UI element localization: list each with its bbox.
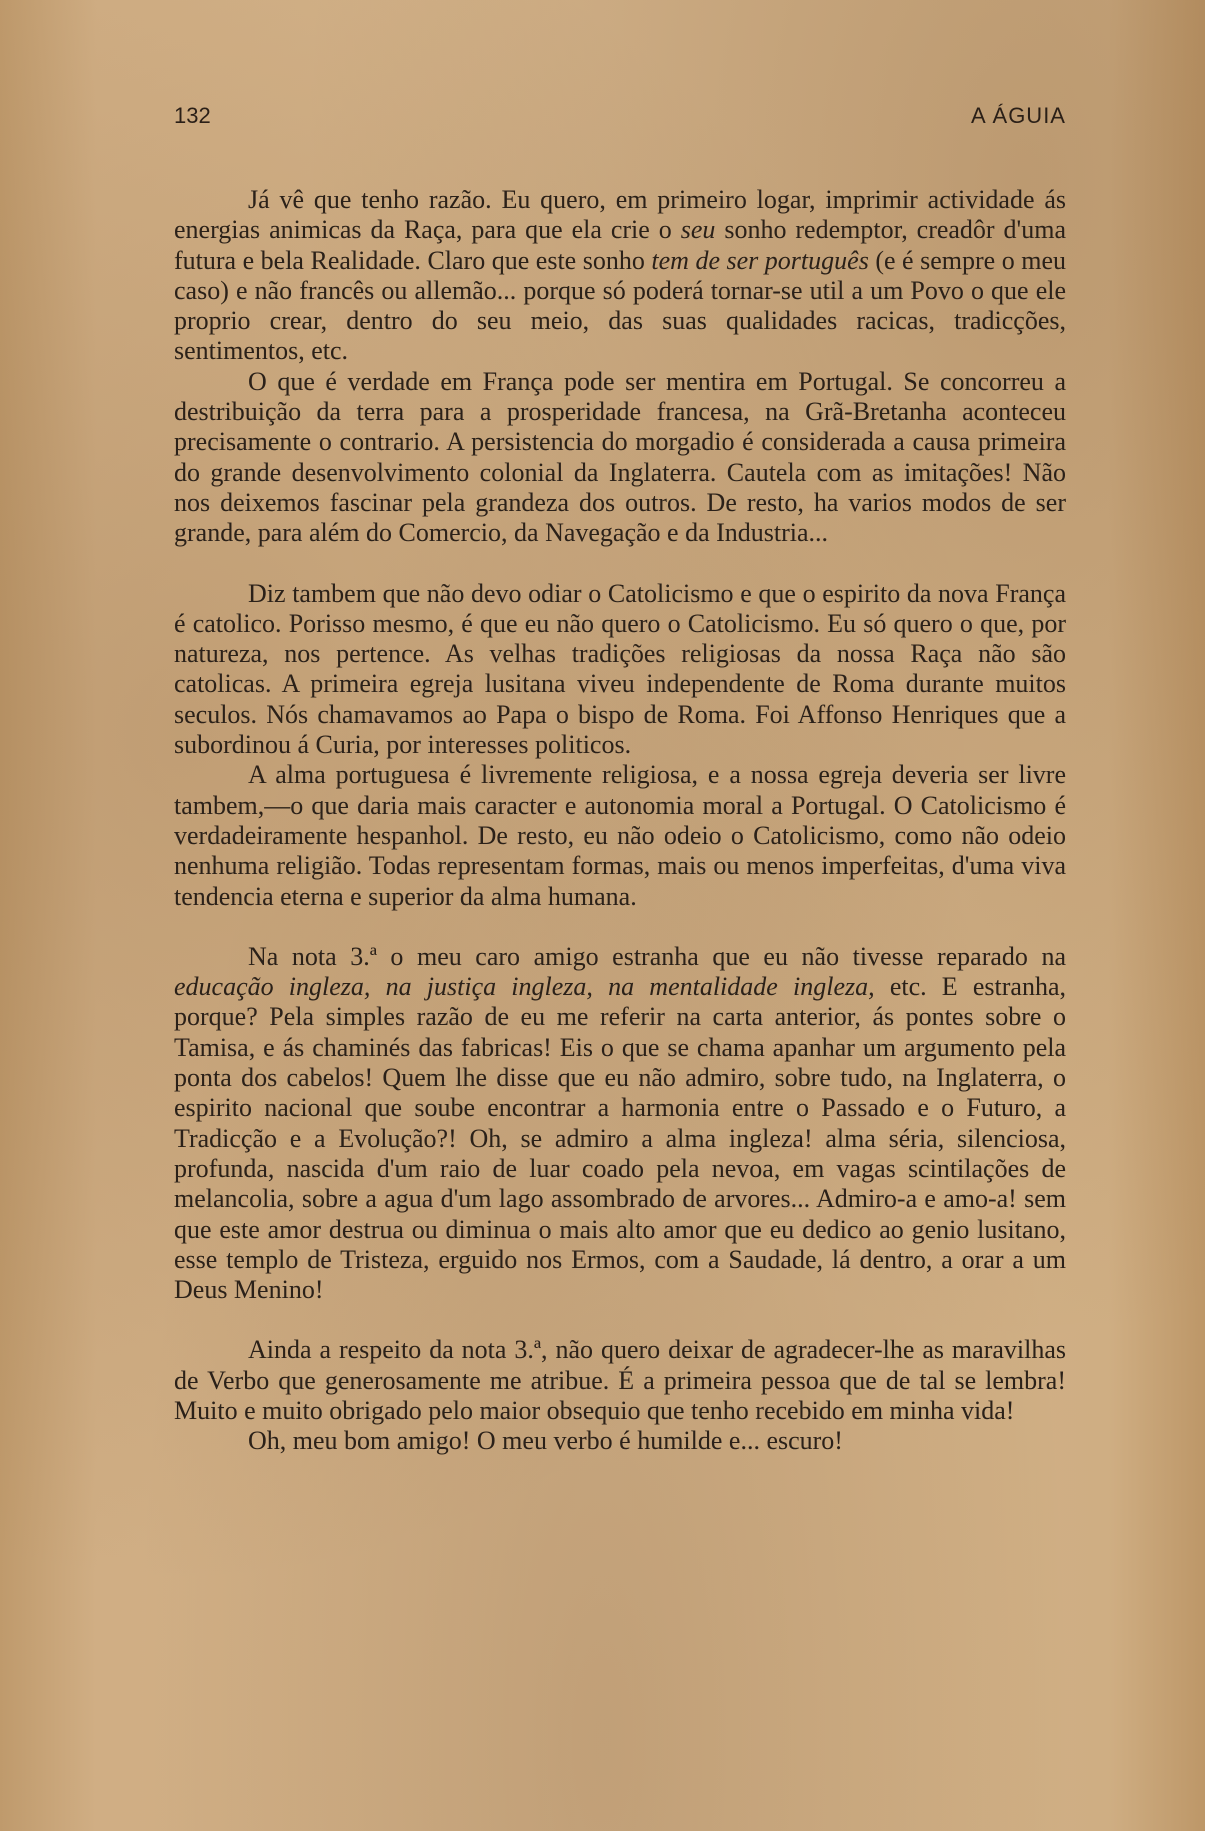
text-run: Já vê que tenho razão. Eu quero, em primeiro logar, imprimir actividade ás energias animicas da Raça, para que ela crie o: [174, 185, 1066, 245]
text-run: Diz tambem que não devo odiar o Catolicismo e que o espirito da nova França é catolico. Porisso mesmo, é que eu não quero o Catolicismo. Eu só quero o que, por natureza, nos pertence. As velhas tradições religiosas da nossa Raça não são catolicas. A primeira egreja lusitana viveu independente de Roma durante muitos seculos. Nós chamavamos ao Papa o bispo de Roma. Foi Affonso Henriques que a subordinou á Curia, por interesses politicos.: [174, 578, 1066, 760]
page-number: 132: [174, 103, 211, 128]
paragraph: [174, 579, 1066, 761]
text-run: A alma portuguesa é livremente religiosa, e a nossa egreja deveria ser livre tambem,—o que daria mais caracter e autonomia moral a Portugal. O Catolicismo é verdadeiramente hespanhol. De resto, eu não odeio o Catolicismo, como não odeio nenhuma religião. Todas representam formas, mais ou menos imperfeitas, d'uma viva tendencia eterna e superior da alma humana.: [174, 760, 1066, 911]
page-header: [174, 103, 1066, 133]
text-run: Na nota 3.ª o meu caro amigo estranha que eu não tivesse reparado na: [248, 941, 1066, 971]
italic-text: educação ingleza, na justiça ingleza, na mentalidade ingleza,: [174, 972, 875, 1002]
text-run: (e é sempre o meu caso) e não francês ou allemão... porque só poderá tornar-se util a um Povo o que ele proprio crear, dentro do seu meio, das suas qualidades racicas, tradicções, sentimentos, etc.: [174, 245, 1066, 366]
italic-text: tem de ser português: [651, 245, 869, 275]
italic-text: seu: [680, 215, 716, 245]
running-head: A ÁGUIA: [970, 103, 1066, 128]
body-text: [174, 185, 1066, 1457]
paragraph: [174, 1335, 1066, 1426]
paragraph: [174, 367, 1066, 549]
paragraph: [174, 1426, 1066, 1456]
text-run: Ainda a respeito da nota 3.ª, não quero deixar de agradecer-lhe as maravilhas de Verbo que generosamente me atribue. É a primeira pessoa que de tal se lembra! Muito e muito obrigado pelo maior obsequio que tenho recebido em minha vida!: [174, 1335, 1066, 1425]
text-run: sonho redemptor, creadôr d'uma futura e bela Realidade. Claro que este sonho: [174, 215, 1066, 275]
paragraph: [174, 760, 1066, 911]
text-run: O que é verdade em França pode ser mentira em Portugal. Se concorreu a destribuição da terra para a prosperidade francesa, na Grã-Bretanha aconteceu precisamente o contrario. A persistencia do morgadio é considerada a causa primeira do grande desenvolvimento colonial da Inglaterra. Cautela com as imitações! Não nos deixemos fascinar pela grandeza dos outros. De resto, ha varios modos de ser grande, para além do Comercio, da Navegação e da Industria...: [174, 366, 1066, 548]
paragraph: [174, 185, 1066, 367]
text-run: Oh, meu bom amigo! O meu verbo é humilde e... escuro!: [248, 1426, 843, 1456]
text-run: etc. E estranha, porque? Pela simples razão de eu me referir na carta anterior, ás pontes sobre o Tamisa, e ás chaminés das fabricas! Eis o que se chama apanhar um argumento pela ponta dos cabelos! Quem lhe disse que eu não admiro, sobre tudo, na Inglaterra, o espirito nacional que soube encontrar a harmonia entre o Passado e o Futuro, a Tradicção e a Evolução?! Oh, se admiro a alma ingleza! alma séria, silenciosa, profunda, nascida d'um raio de luar coado pela nevoa, em vagas scintilações de melancolia, sobre a agua d'um lago assombrado de arvores... Admiro-a e amo-a! sem que este amor destrua ou diminua o mais alto amor que eu dedico ao genio lusitano, esse templo de Tristeza, erguido nos Ermos, com a Saudade, lá dentro, a orar a um Deus Menino!: [174, 972, 1066, 1305]
paragraph: [174, 942, 1066, 1306]
